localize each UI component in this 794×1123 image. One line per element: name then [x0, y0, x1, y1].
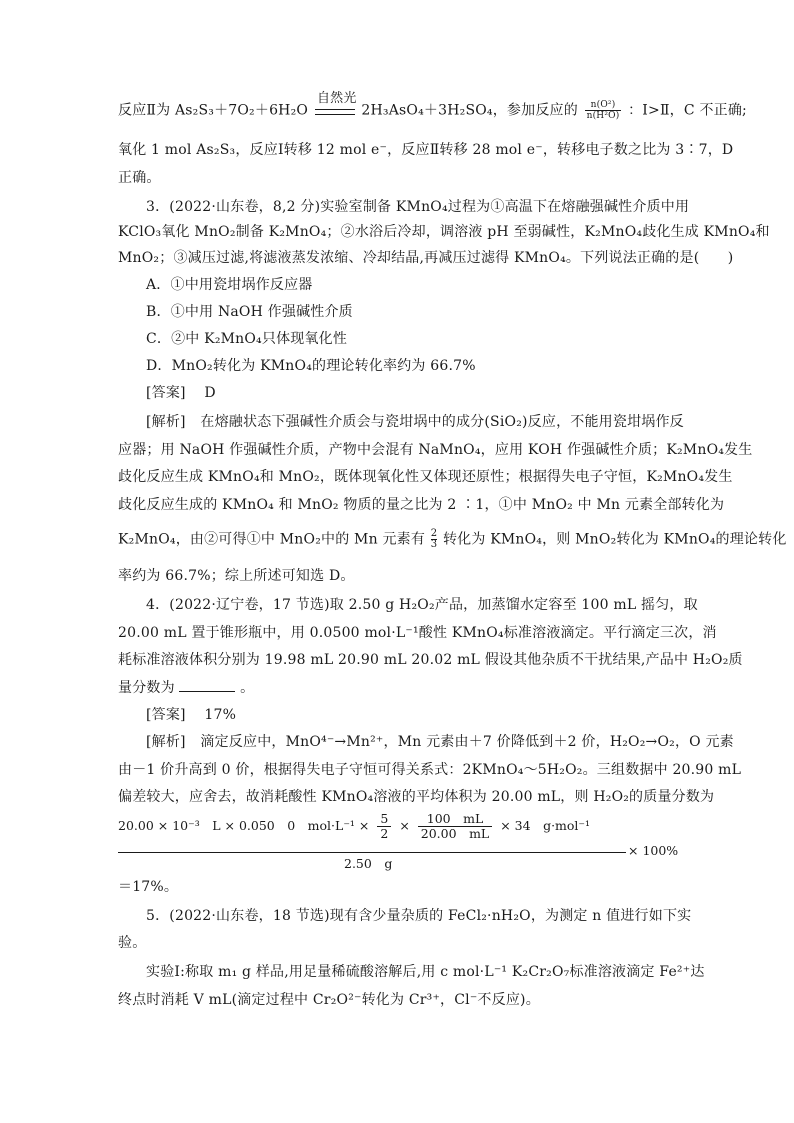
explanation-3-line-4: 歧化反应生成的 KMnO₄ 和 MnO₂ 物质的量之比为 2 ∶1，①中 MnO₂ 中 Mn 元素全部转化为 [118, 497, 725, 513]
answer-value: 17% [204, 707, 237, 723]
volume-ratio-fraction: $\frac{100 mL}{20.00 mL}$ [418, 812, 492, 841]
option-d: D．MnO₂转化为 KMnO₄的理论转化率约为 66.7% [146, 358, 476, 374]
continuation-line-2: 氧化 1 mol As₂S₃，反应Ⅰ转移 12 mol e⁻，反应Ⅱ转移 28 mol e⁻，转移电子数之比为 3∶7，D [118, 142, 734, 158]
explanation-4-line-3: 偏差较大，应舍去，故消耗酸性 KMnO₄溶液的平均体积为 20.00 mL，则 H₂O₂的质量分数为 [118, 789, 715, 805]
fraction-bar [118, 852, 626, 853]
reaction-condition-arrow [315, 90, 357, 119]
question-5-line-1: 5．(2022·山东卷，18 节选)现有含少量杂质的 FeCl₂·nH₂O，为测定 n 值进行如下实 [146, 908, 692, 924]
explanation-4-line-1: [解析] 滴定反应中，MnO⁴⁻→Mn²⁺，Mn 元素由＋7 价降低到＋2 价，H₂O₂→O₂，O 元素 [146, 734, 734, 750]
explanation-4-line-2: 由－1 价升高到 0 价，根据得失电子守恒可得关系式：2KMnO₄～5H₂O₂。三组数据中 20.90 mL [118, 762, 742, 778]
condition-label: 自然光 [316, 90, 357, 106]
explanation-3-line-3: 歧化反应生成 KMnO₄和 MnO₂，既体现氧化性又体现还原性；根据得失电子守恒，K₂MnO₄发生 [118, 469, 733, 485]
question-3-line-2: KClO₃氧化 MnO₂制备 K₂MnO₄；②水浴后冷却，调溶液 pH 至弱碱性，K₂MnO₄歧化生成 KMnO₄和 [118, 224, 770, 240]
reaction-2-products: 2H₃AsO₄＋3H₂SO₄，参加反应的 [361, 102, 578, 119]
answer-label: [答案] [146, 385, 186, 401]
explanation-3-line-1: [解析] 在熔融状态下强碱性介质会与瓷坩埚中的成分(SiO₂)反应，不能用瓷坩埚作反 [146, 414, 684, 430]
explanation-3-line-5: K₂MnO₄，由②可得①中 MnO₂中的 Mn 元素有 $\frac{2}{3}$ 转化为 KMnO₄，则 MnO₂转化为 KMnO₄的理论转化 [118, 528, 787, 550]
question-5-line-2: 验。 [118, 935, 147, 951]
calculation-percent-factor: × 100% [628, 843, 679, 858]
option-a: A．①中用瓷坩埚作反应器 [146, 277, 313, 293]
answer-blank[interactable] [179, 677, 235, 692]
answer-label: [答案] [146, 707, 186, 723]
option-b: B．①中用 NaOH 作强碱性介质 [146, 304, 353, 320]
question-4-line-1: 4．(2022·辽宁卷，17 节选)取 2.50 g H₂O₂产品，加蒸馏水定容至 100 mL 摇匀，取 [146, 597, 698, 613]
option-c: C．②中 K₂MnO₄只体现氧化性 [146, 331, 348, 347]
calculation-numerator: 20.00 × 10⁻³ L × 0.050 0 mol·L⁻¹ × $\frac{5}{2}$ × $\frac{100 mL}{20.00 mL}$ × 34 g·mol⁻¹ [118, 811, 591, 841]
explanation-3-line-2: 应器；用 NaOH 作强碱性介质，产物中会混有 NaMnO₄，应用 KOH 作强碱性介质；K₂MnO₄发生 [118, 442, 753, 458]
two-thirds-fraction: $\frac{2}{3}$ [430, 528, 438, 550]
question-5-line-4: 终点时消耗 V mL(滴定过程中 Cr₂O²⁻转化为 Cr³⁺，Cl⁻不反应)。 [118, 992, 540, 1008]
continuation-line-1 [118, 90, 747, 121]
question-4-line-3: 耗标准溶液体积分别为 19.98 mL 20.90 mL 20.02 mL 假设其他杂质不干扰结果,产品中 H₂O₂质 [118, 652, 743, 668]
continuation-line-3: 正确。 [118, 170, 161, 186]
calculation-denominator: 2.50 g [344, 856, 393, 871]
calculation-result: ＝17%。 [118, 879, 179, 895]
explanation-label: [解析] [146, 414, 186, 430]
ratio-fraction: $\frac{\text{n(O²)}}{\text{n(H²O)}}$ [586, 100, 620, 121]
ratio-conclusion: ：Ⅰ>Ⅱ，C 不正确; [628, 102, 747, 119]
question-3-line-1: 3．(2022·山东卷，8,2 分)实验室制备 KMnO₄过程为①高温下在熔融强碱性介质中用 [146, 199, 690, 215]
explanation-3-line-6: 率约为 66.7%；综上所述可知选 D。 [118, 568, 355, 584]
five-halves-fraction: $\frac{5}{2}$ [377, 812, 391, 841]
question-5-line-3: 实验Ⅰ:称取 m₁ g 样品,用足量稀硫酸溶解后,用 c mol·L⁻¹ K₂Cr₂O₇标准溶液滴定 Fe²⁺达 [146, 964, 705, 980]
question-4-line-2: 20.00 mL 置于锥形瓶中，用 0.0500 mol·L⁻¹酸性 KMnO₄标准溶液滴定。平行滴定三次，消 [118, 625, 717, 641]
question-4-line-4: 量分数为 。 [118, 677, 254, 698]
question-3-line-3: MnO₂；③减压过滤,将滤液蒸发浓缩、冷却结晶,再减压过滤得 KMnO₄。下列说法正确的是( ) [118, 250, 734, 266]
answer-3 [146, 383, 216, 403]
explanation-label: [解析] [146, 734, 186, 750]
answer-value: D [204, 385, 216, 401]
reaction-2-text: 反应Ⅱ为 As₂S₃＋7O₂＋6H₂O [118, 102, 309, 119]
answer-4 [146, 705, 236, 725]
